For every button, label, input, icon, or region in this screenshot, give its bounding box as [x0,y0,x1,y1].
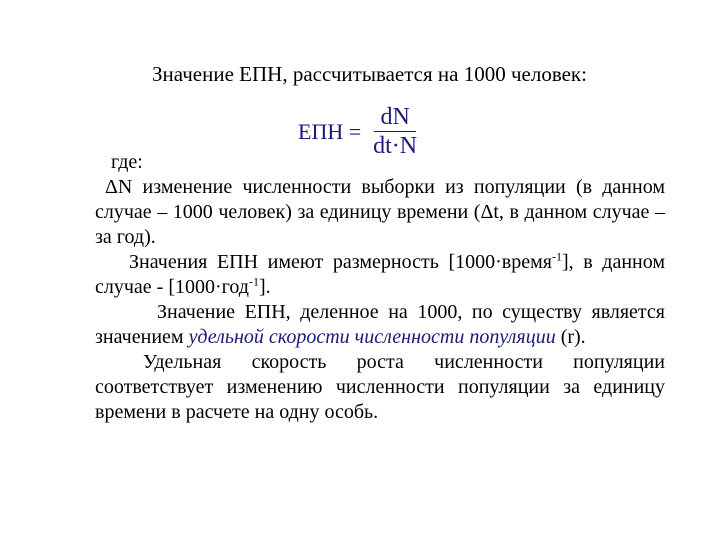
formula-denominator: dt·N [373,133,418,159]
rate-text-1: Значение ЕПН, деленное на 1000, по существу является значением [95,301,665,348]
dimension-sup-1: -1 [551,249,562,264]
dimension-text-3: ]. [258,276,271,298]
delta-paragraph: ΔN изменение численности выборки из популяции (в данном случае – 1000 человек) за единицу времени (Δt, в данном случае – за год). [95,176,665,248]
specific-rate-paragraph: Удельная скорость роста численности популяции соответствует изменению численности популяции за единицу времени в расчете на одну особь. [95,351,665,423]
dimension-text-1: Значения ЕПН имеют размерность [1000·время [129,251,552,273]
rate-text-2: (r). [555,326,586,348]
rate-emphasis: удельной скорости численности популяции [188,326,556,348]
heading: Значение ЕПН, рассчитывается на 1000 человек: [152,62,587,86]
dimension-text-2: ], в данном случае - [1000·год [95,251,666,298]
where-label: где: [111,151,143,173]
formula-numerator: dN [374,103,415,132]
formula-lhs: ЕПН = [298,118,362,144]
dimension-paragraph [95,250,665,300]
rate-paragraph [95,300,665,350]
dimension-sup-2: -1 [248,274,259,289]
body-text [95,150,665,425]
